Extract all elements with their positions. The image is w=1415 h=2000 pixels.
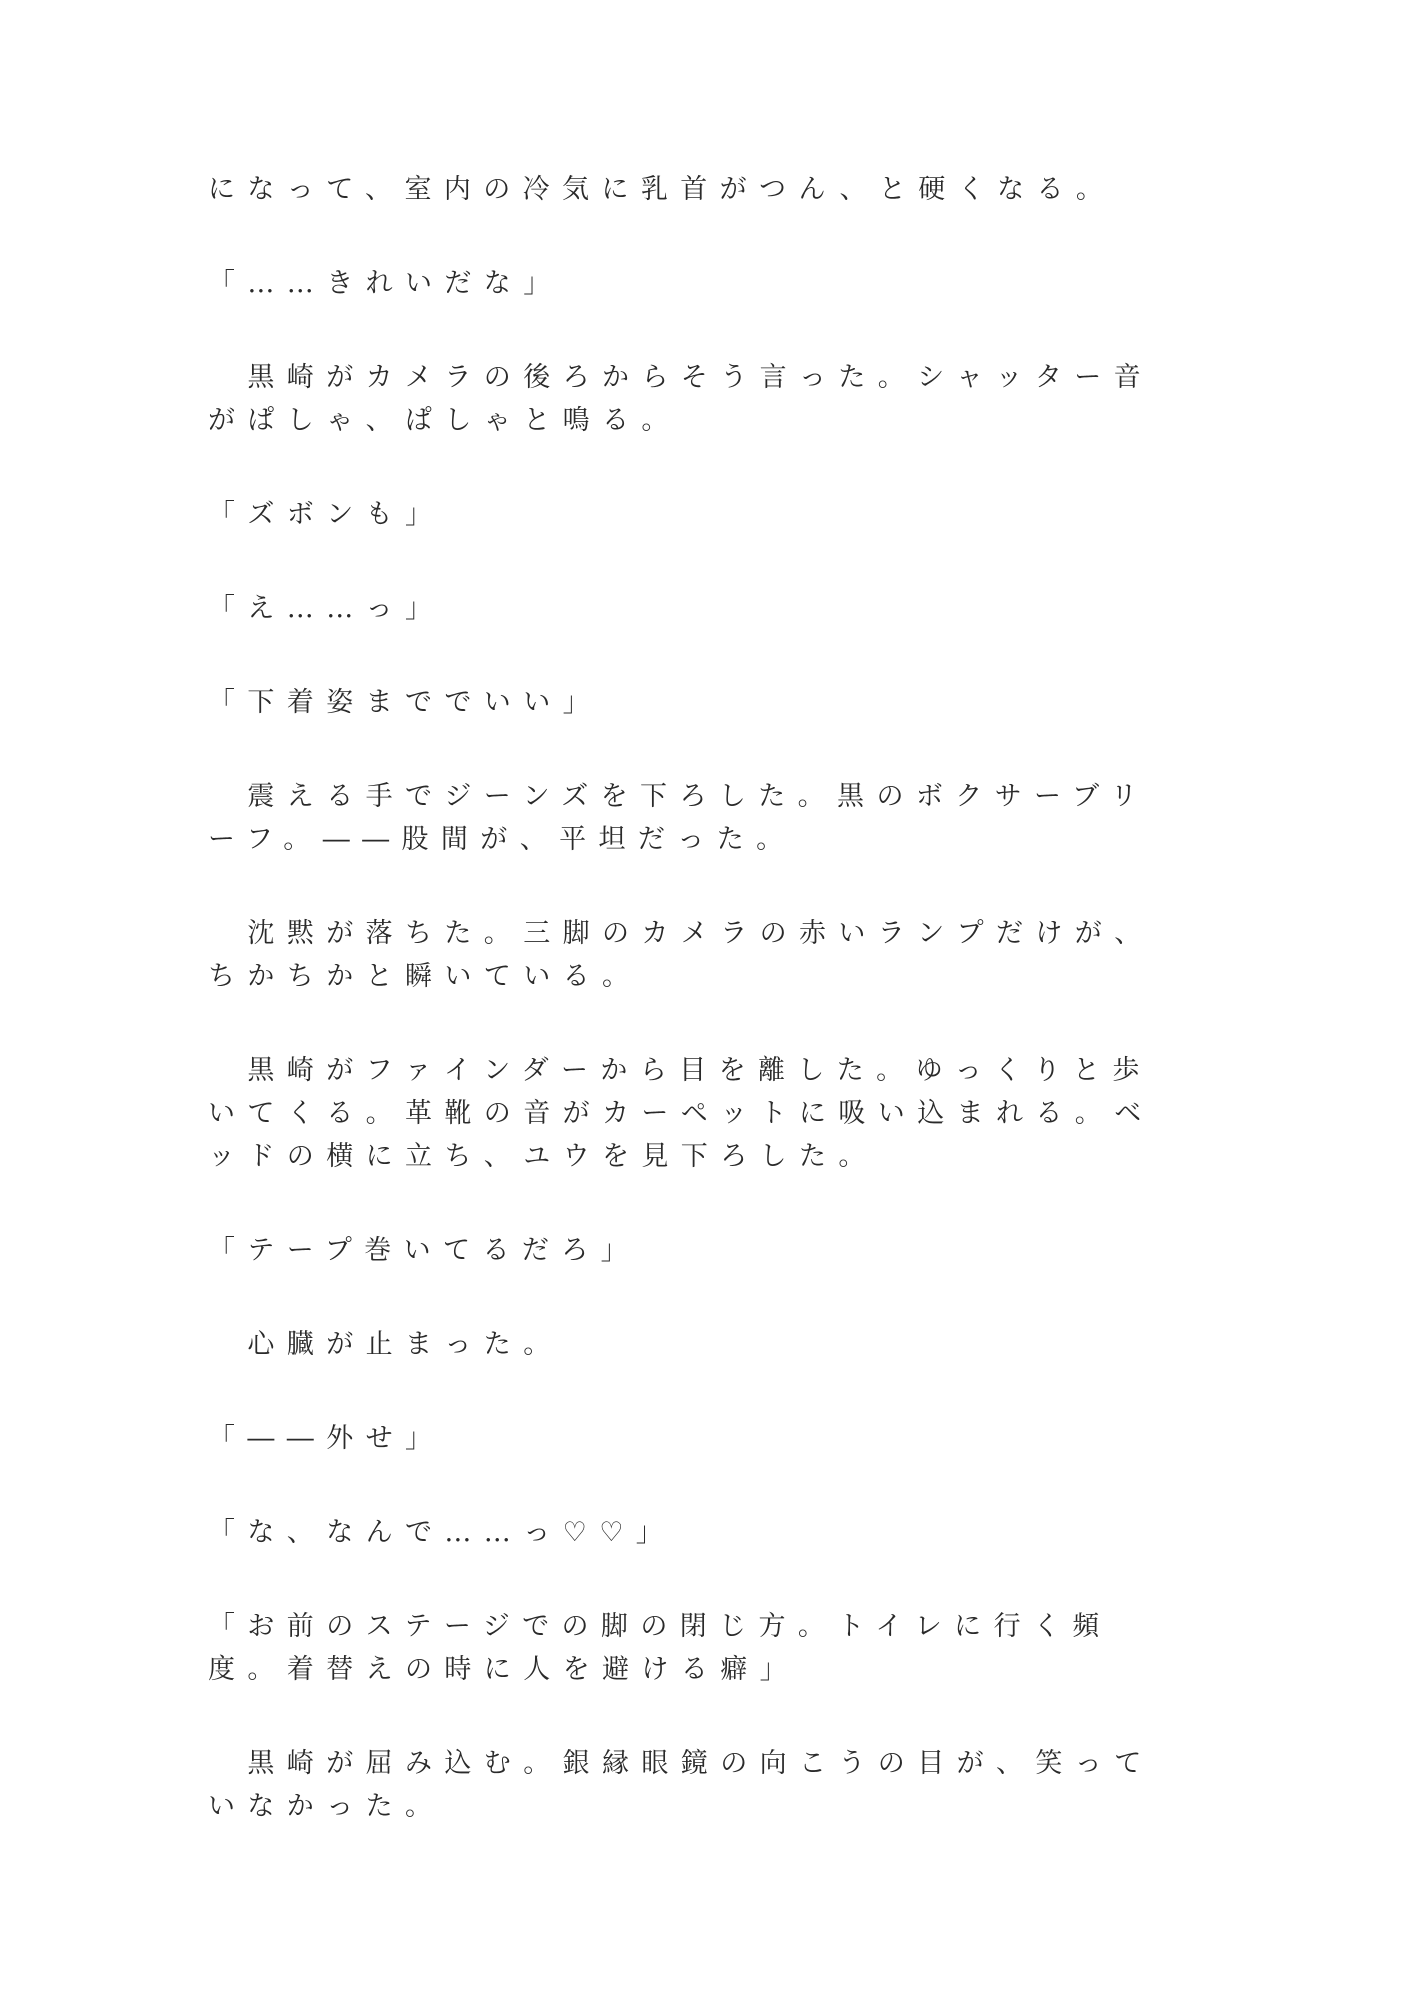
dialogue-line: 「――外せ」: [208, 1423, 445, 1454]
dialogue-line: 「え……っ」: [208, 593, 445, 624]
dialogue-line: 「下着姿まででいい」: [208, 687, 602, 718]
body-text: [208, 168, 1188, 1828]
paragraph: になって、室内の冷気に乳首がつん、と硬くなる。: [208, 174, 1116, 205]
dialogue-line: 「ズボンも」: [208, 499, 445, 530]
dialogue-line: 「……きれいだな」: [208, 268, 563, 299]
paragraph: 黒崎がカメラの後ろからそう言った。シャッター音がぱしゃ、ぱしゃと鳴る。: [208, 362, 1154, 436]
dialogue-line: 「な、なんで……っ♡♡」: [208, 1517, 676, 1548]
paragraph: 心臓が止まった。: [208, 1329, 563, 1360]
paragraph: 沈黙が落ちた。三脚のカメラの赤いランプだけが、ちかちかと瞬いている。: [208, 918, 1154, 992]
dialogue-line: 「テープ巻いてるだろ」: [208, 1235, 641, 1266]
dialogue-line: 「お前のステージでの脚の閉じ方。トイレに行く頻度。着替えの時に人を避ける癖」: [208, 1611, 1112, 1685]
paragraph: 震える手でジーンズを下ろした。黒のボクサーブリーフ。――股間が、平坦だった。: [208, 781, 1150, 855]
paragraph: 黒崎がファインダーから目を離した。ゆっくりと歩いてくる。革靴の音がカーペットに吸い込まれる。ベッドの横に立ち、ユウを見下ろした。: [208, 1055, 1154, 1172]
paragraph: 黒崎が屈み込む。銀縁眼鏡の向こうの目が、笑っていなかった。: [208, 1748, 1154, 1822]
